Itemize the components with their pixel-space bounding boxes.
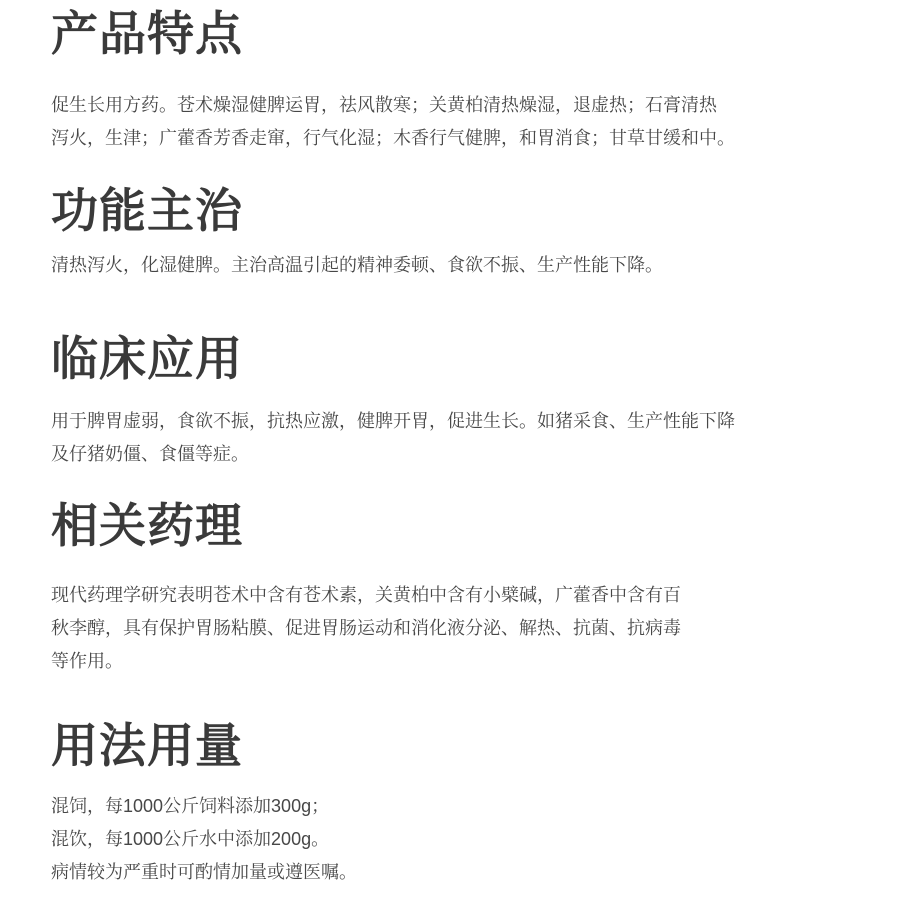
- section-title-product-features: 产品特点: [51, 7, 243, 60]
- section-body-product-features: [51, 89, 857, 155]
- section-clinical-application: [51, 333, 857, 471]
- paragraph-line: 等作用。: [51, 651, 123, 671]
- dosage-line-note: 病情较为严重时可酌情加量或遵医嘱。: [51, 862, 357, 882]
- dosage-line-drink: 混饮，每1000公斤水中添加200g。: [51, 829, 330, 849]
- section-title-functions-indications: 功能主治: [51, 184, 243, 237]
- section-pharmacology: [51, 500, 857, 678]
- dosage-line-feed: 混饲，每1000公斤饲料添加300g；: [51, 796, 330, 816]
- section-title-pharmacology: 相关药理: [51, 499, 243, 552]
- section-title-dosage: 用法用量: [51, 719, 243, 772]
- paragraph-line: 现代药理学研究表明苍术中含有苍术素，关黄柏中含有小檗碱，广藿香中含有百: [51, 585, 681, 605]
- section-body-dosage: [51, 790, 857, 889]
- section-functions-indications: [51, 185, 857, 282]
- paragraph-line: 及仔猪奶僵、食僵等症。: [51, 444, 249, 464]
- section-product-features: [51, 8, 857, 155]
- paragraph-line: 泻火，生津；广藿香芳香走窜，行气化湿；木香行气健脾，和胃消食；甘草甘缓和中。: [51, 128, 735, 148]
- section-body-pharmacology: [51, 579, 857, 678]
- paragraph-line: 秋李醇，具有保护胃肠粘膜、促进胃肠运动和消化液分泌、解热、抗菌、抗病毒: [51, 618, 681, 638]
- section-body-functions-indications: [51, 249, 857, 282]
- section-dosage: [51, 720, 857, 889]
- paragraph-line: 促生长用方药。苍术燥湿健脾运胃，祛风散寒；关黄柏清热燥湿，退虚热；石膏清热: [51, 95, 717, 115]
- paragraph-line: 用于脾胃虚弱，食欲不振，抗热应激，健脾开胃，促进生长。如猪采食、生产性能下降: [51, 411, 735, 431]
- section-body-clinical-application: [51, 405, 857, 471]
- paragraph-line: 清热泻火，化湿健脾。主治高温引起的精神委顿、食欲不振、生产性能下降。: [51, 255, 663, 275]
- section-title-clinical-application: 临床应用: [51, 332, 243, 385]
